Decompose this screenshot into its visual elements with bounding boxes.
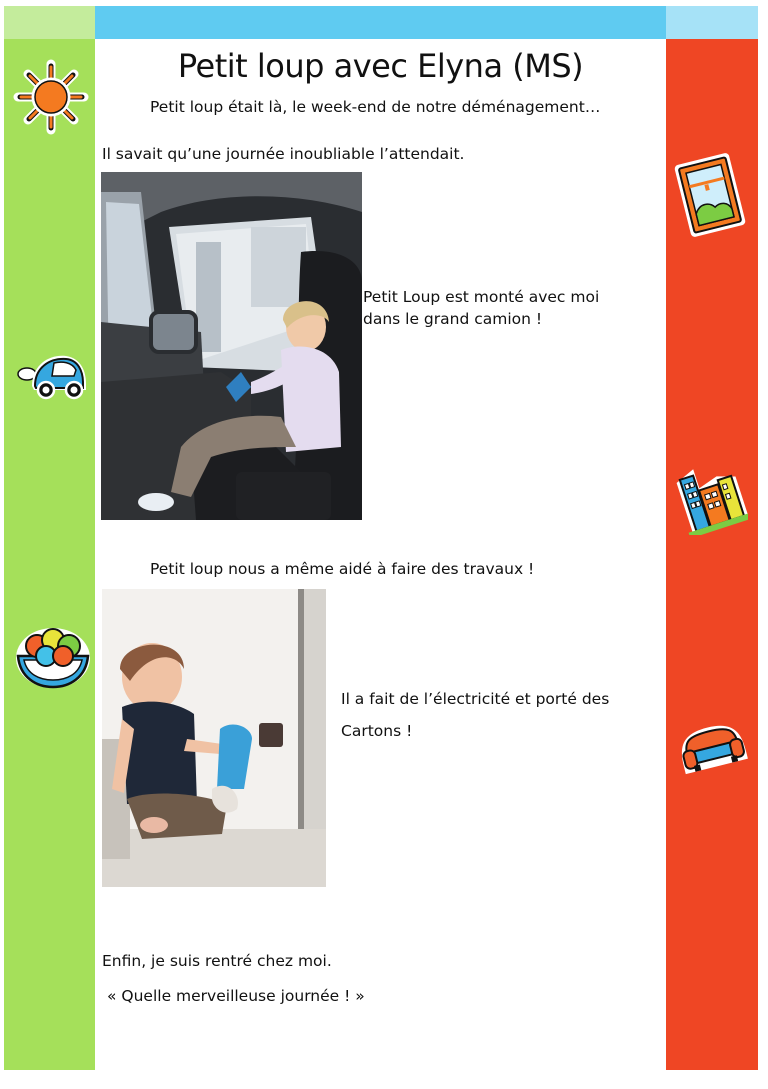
photo-works — [102, 589, 326, 887]
left-side-band — [4, 39, 95, 1070]
photo-truck — [101, 172, 362, 520]
page-title: Petit loup avec Elyna (MS) — [177, 47, 584, 85]
works-line: Petit loup nous a même aidé à faire des travaux ! — [150, 560, 535, 578]
caption-works-line-2: Cartons ! — [341, 722, 413, 740]
car-icon — [14, 348, 90, 402]
fruit-bowl-icon — [13, 620, 93, 692]
ending-line: Enfin, je suis rentré chez moi. — [102, 952, 332, 970]
header-band-left — [4, 6, 95, 39]
story-line-2: Il savait qu’une journée inoubliable l’attendait. — [102, 145, 465, 163]
header-band-center — [95, 6, 666, 39]
caption-truck-line-2: dans le grand camion ! — [363, 310, 543, 328]
buildings-icon — [674, 455, 748, 535]
picture-frame-icon — [672, 150, 748, 240]
intro-line: Petit loup était là, le week-end de notre déménagement… — [150, 98, 601, 116]
sun-icon — [12, 58, 90, 136]
caption-works-line-1: Il a fait de l’électricité et porté des — [341, 690, 610, 708]
header-band-right — [666, 6, 758, 39]
sofa-icon — [676, 715, 748, 779]
closing-quote: « Quelle merveilleuse journée ! » — [107, 987, 365, 1005]
caption-truck-line-1: Petit Loup est monté avec moi — [363, 288, 600, 306]
